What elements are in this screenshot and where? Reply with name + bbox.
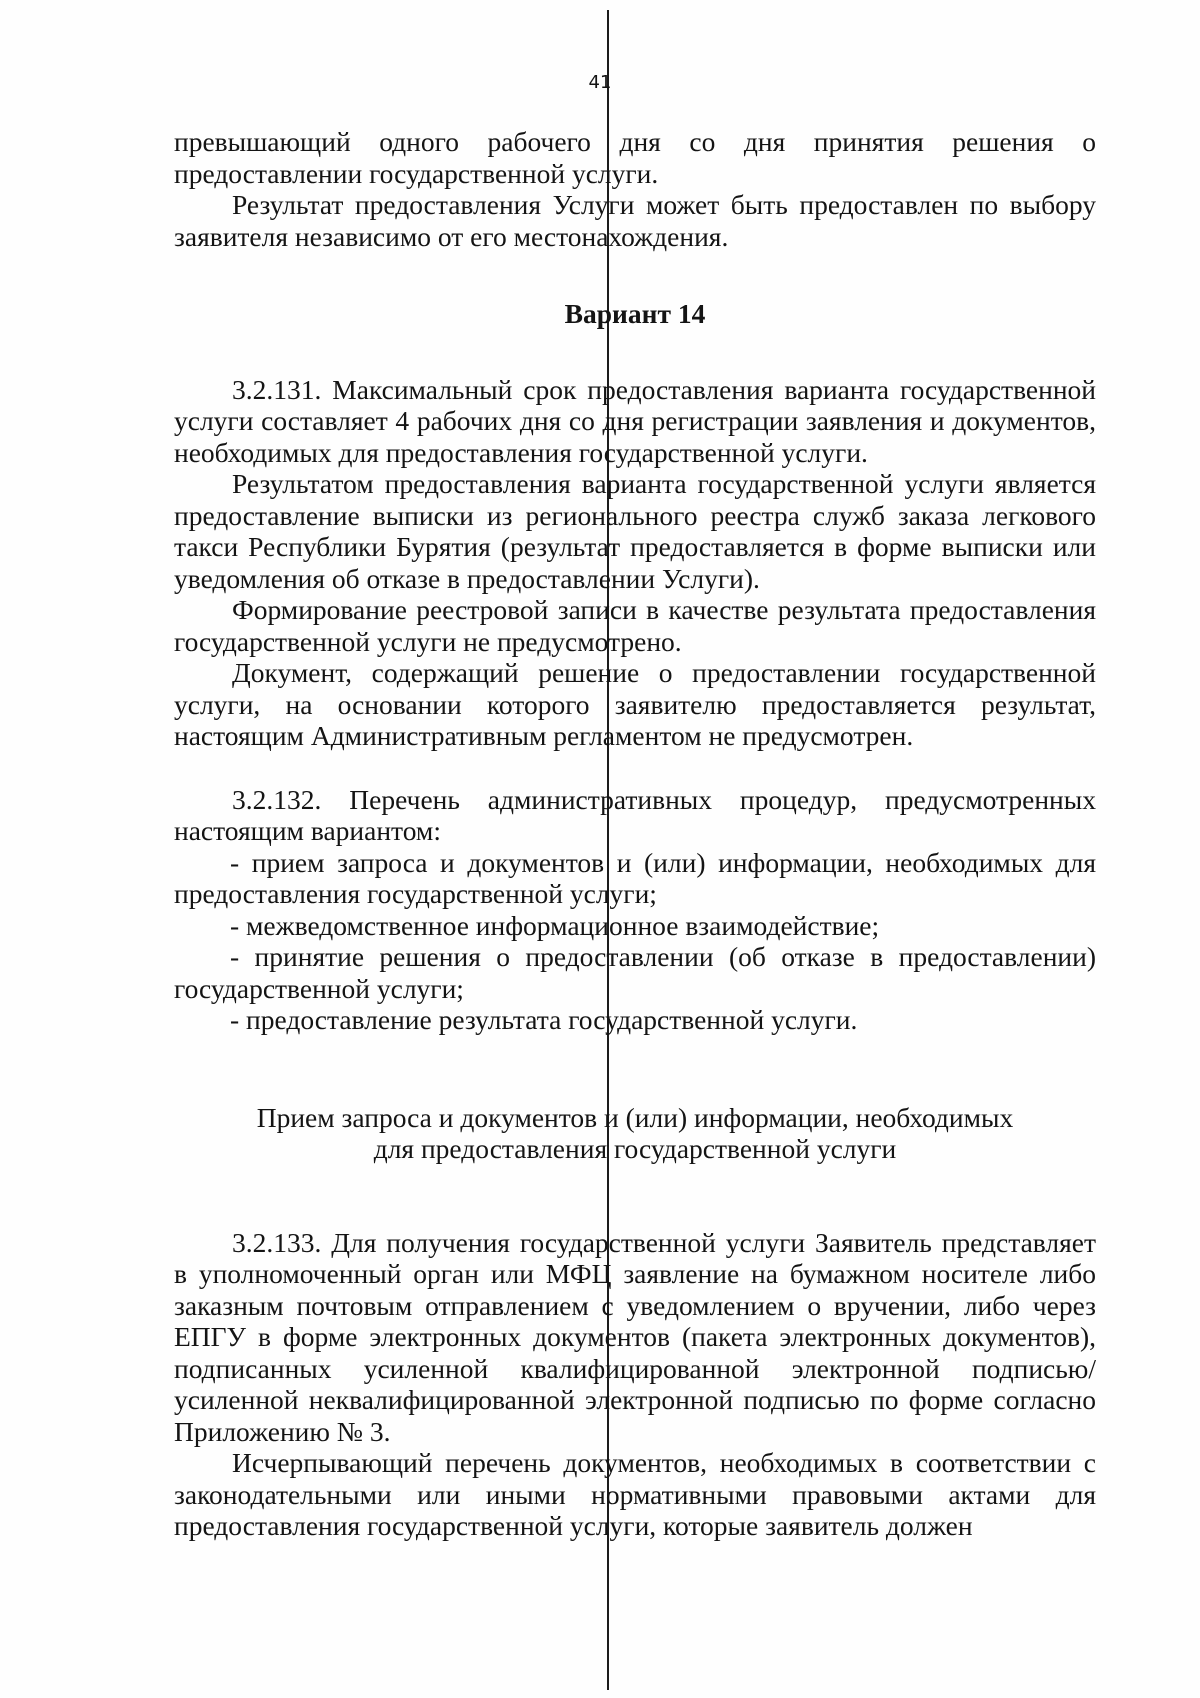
page-number: 41	[588, 72, 612, 93]
page-body	[174, 126, 1096, 1542]
list-item: - предоставление результата государственной услуги.	[230, 1004, 858, 1035]
section-heading: Вариант 14	[564, 298, 706, 329]
list-item: - прием запроса и документов и (или) информации, необходимых для предоставления государственной услуги;	[174, 846, 1096, 909]
paragraph: Исчерпывающий перечень документов, необходимых в соответствии с законодательными или иными нормативными правовыми актами для предоставления государственной услуги, которые заявитель должен	[174, 1447, 1096, 1541]
paragraph: 3.2.133. Для получения государственной услуги Заявитель представляет в уполномоченный орган или МФЦ заявление на бумажном носителе либо заказным почтовым отправлением с уведомлением о вручении, либо через ЕПГУ в форме электронных документов (пакета электронных документов), подписанных усиленной квалифицированной электронной подписью/усиленной неквалифицированной электронной подписью по форме согласно Приложению № 3.	[174, 1226, 1096, 1447]
paragraph: 3.2.131. Максимальный срок предоставления варианта государственной услуги составляет 4 рабочих дня со дня регистрации заявления и документов, необходимых для предоставления государственной услуги.	[174, 373, 1096, 468]
paragraph: Формирование реестровой записи в качестве результата предоставления государственной услуги не предусмотрено.	[174, 594, 1096, 657]
subsection-heading-line: для предоставления государственной услуги	[373, 1133, 897, 1164]
paragraph: 3.2.132. Перечень административных процедур, предусмотренных настоящим вариантом:	[174, 783, 1096, 846]
paragraph: Результатом предоставления варианта государственной услуги является предоставление выписки из регионального реестра служб заказа легкового такси Республики Бурятия (результат предоставляется в форме выписки или уведомления об отказе в предоставлении Услуги).	[174, 468, 1096, 594]
list-item: - межведомственное информационное взаимодействие;	[230, 909, 880, 941]
paragraph: превышающий одного рабочего дня со дня принятия решения о предоставлении государственной услуги.	[174, 126, 1096, 189]
paragraph: Результат предоставления Услуги может быть предоставлен по выбору заявителя независимо от его местонахождения.	[174, 189, 1096, 252]
list-item: - принятие решения о предоставлении (об отказе в предоставлении) государственной услуги;	[174, 941, 1096, 1004]
paragraph: Документ, содержащий решение о предоставлении государственной услуги, на основании которого заявителю предоставляется результат, настоящим Административным регламентом не предусмотрен.	[174, 657, 1096, 751]
subsection-heading-line: Прием запроса и документов и (или) информации, необходимых	[256, 1101, 1014, 1133]
